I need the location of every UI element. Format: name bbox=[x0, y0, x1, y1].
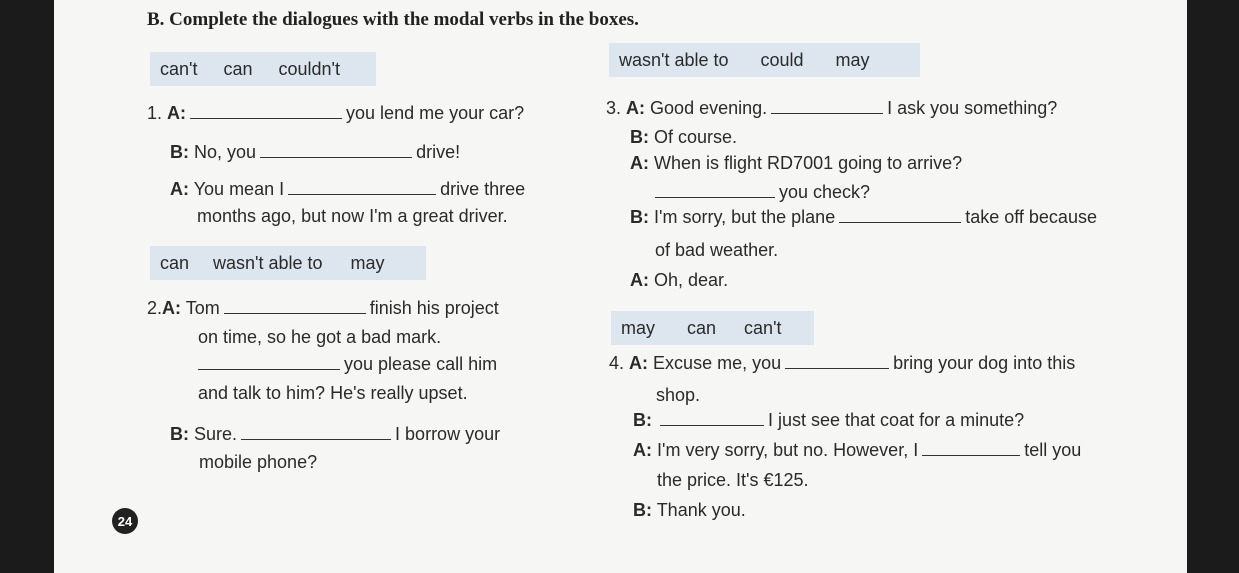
answer-blank[interactable] bbox=[785, 367, 889, 369]
answer-blank[interactable] bbox=[190, 117, 342, 119]
word-option: can bbox=[687, 317, 717, 338]
dialogue-4-line-4: A: I'm very sorry, but no. However, I tell you bbox=[633, 440, 1082, 460]
dialogue-1-line-2: B: No, you drive! bbox=[170, 142, 461, 162]
word-option: can bbox=[160, 252, 190, 273]
word-option: couldn't bbox=[278, 58, 340, 79]
answer-blank[interactable] bbox=[771, 112, 883, 114]
dialogue-3-line-6: of bad weather. bbox=[655, 240, 779, 260]
dialogue-3-line-5: B: I'm sorry, but the plane take off because bbox=[630, 207, 1097, 227]
dialogue-1-line-3: A: You mean I drive three bbox=[170, 179, 526, 199]
word-option: may bbox=[350, 252, 385, 273]
dialogue-2-line-5: B: Sure. I borrow your bbox=[170, 424, 501, 444]
answer-blank[interactable] bbox=[922, 454, 1020, 456]
answer-blank[interactable] bbox=[655, 196, 775, 198]
dialogue-2-line-3: you please call him bbox=[198, 354, 497, 375]
word-option: may bbox=[835, 49, 870, 70]
answer-blank[interactable] bbox=[288, 193, 436, 195]
dialogue-4-line-2: shop. bbox=[656, 385, 701, 405]
answer-blank[interactable] bbox=[241, 438, 391, 440]
dialogue-1-line-4: months ago, but now I'm a great driver. bbox=[197, 206, 508, 226]
word-option: wasn't able to bbox=[213, 252, 323, 273]
dialogue-2-line-1: 2.A: Tom finish his project bbox=[147, 298, 499, 318]
answer-blank[interactable] bbox=[198, 368, 340, 370]
answer-blank[interactable] bbox=[224, 312, 366, 314]
word-box-3 bbox=[150, 246, 426, 280]
dialogue-2-line-4: and talk to him? He's really upset. bbox=[198, 383, 468, 403]
word-option: can bbox=[223, 58, 253, 79]
dialogue-3-line-7: A: Oh, dear. bbox=[630, 270, 729, 290]
exercise-title: B. Complete the dialogues with the modal verbs in the boxes. bbox=[147, 9, 639, 30]
word-box-4 bbox=[611, 311, 814, 345]
dialogue-4-line-3: B: I just see that coat for a minute? bbox=[633, 410, 1025, 430]
dialogue-4-line-6: B: Thank you. bbox=[633, 500, 746, 520]
dialogue-2-line-6: mobile phone? bbox=[199, 452, 318, 472]
page-number-badge: 24 bbox=[112, 508, 138, 534]
dialogue-3-line-2: B: Of course. bbox=[630, 127, 738, 147]
dialogue-4-line-5: the price. It's €125. bbox=[657, 470, 809, 490]
dialogue-1-line-1: 1. A: you lend me your car? bbox=[147, 103, 525, 123]
dialogue-3-line-4: you check? bbox=[655, 182, 870, 203]
word-box-2 bbox=[609, 43, 920, 77]
dialogue-2-line-2: on time, so he got a bad mark. bbox=[198, 327, 442, 347]
dialogue-3-line-1: 3. A: Good evening. I ask you something? bbox=[606, 98, 1058, 118]
answer-blank[interactable] bbox=[660, 424, 764, 426]
answer-blank[interactable] bbox=[260, 156, 412, 158]
word-option: can't bbox=[744, 317, 782, 338]
answer-blank[interactable] bbox=[839, 221, 961, 223]
word-option: may bbox=[621, 317, 656, 338]
word-option: can't bbox=[160, 58, 198, 79]
dialogue-3-line-3: A: When is flight RD7001 going to arrive? bbox=[630, 153, 963, 173]
word-option: could bbox=[760, 49, 804, 70]
word-option: wasn't able to bbox=[619, 49, 729, 70]
word-box-1 bbox=[150, 52, 376, 86]
dialogue-4-line-1: 4. A: Excuse me, you bring your dog into this bbox=[609, 353, 1076, 373]
